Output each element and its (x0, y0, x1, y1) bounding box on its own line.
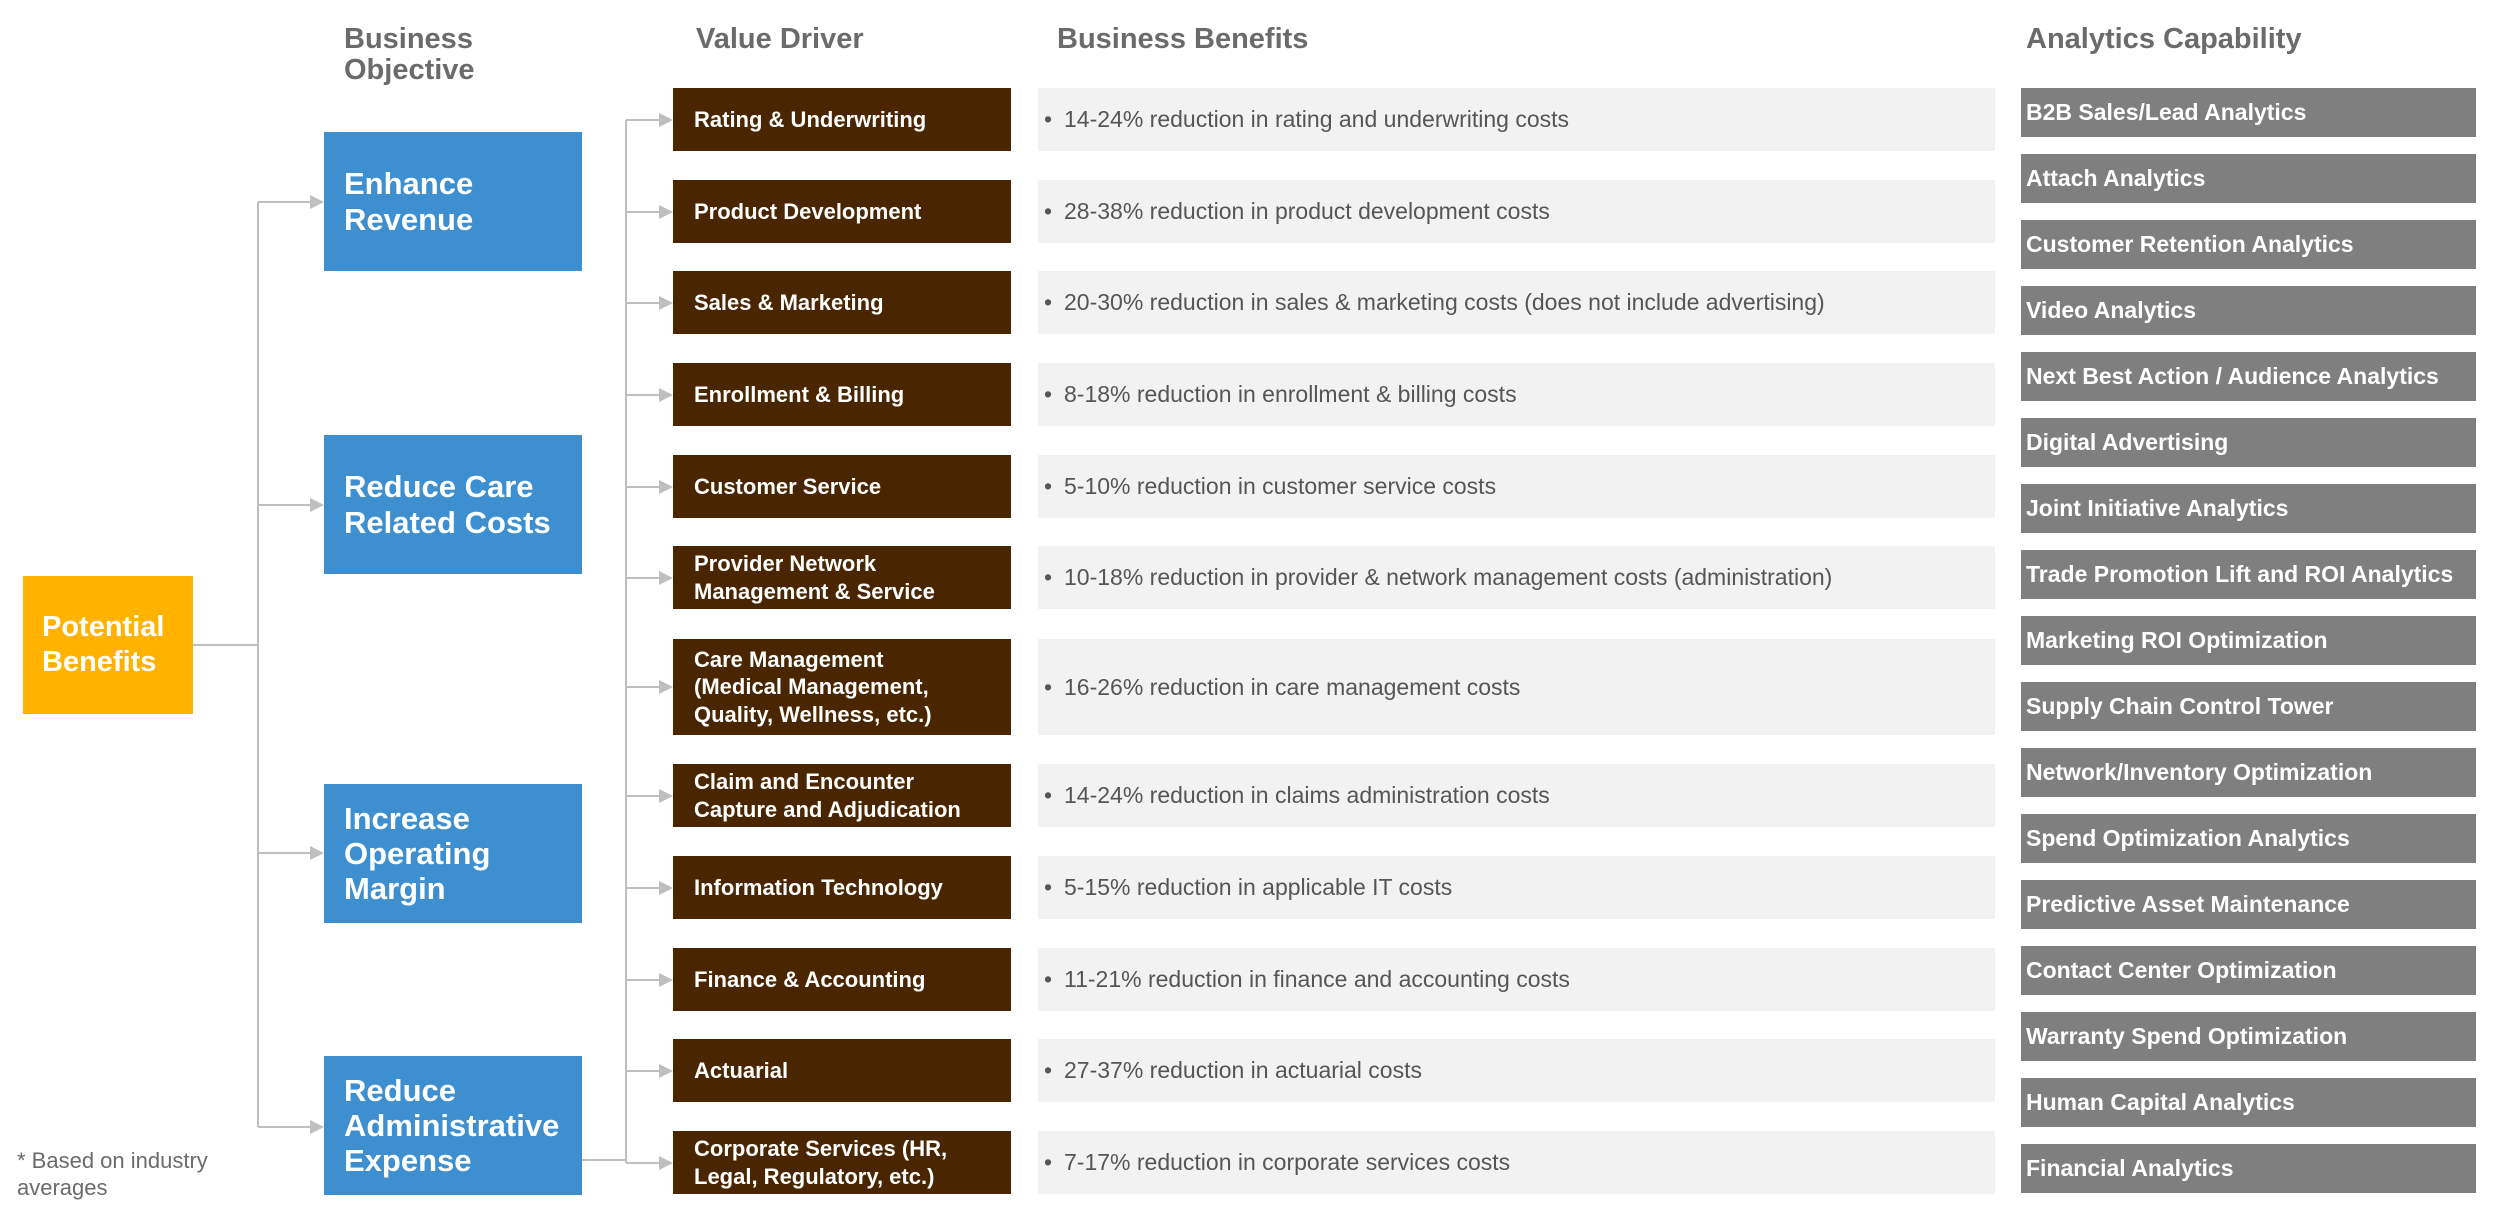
driver-provider-network (673, 546, 1011, 609)
driver-corporate-services (673, 1131, 1011, 1194)
benefit-row (1038, 948, 1995, 1011)
connector-arrow (310, 195, 324, 209)
connector-arrow (659, 680, 673, 694)
benefit-text: 20-30% reduction in sales & marketing costs (does not include advertising) (1064, 289, 1825, 315)
connector-arrow (659, 205, 673, 219)
capability-label: Contact Center Optimization (2026, 957, 2337, 983)
driver-label: Finance & Accounting (694, 966, 926, 992)
driver-enrollment-billing (673, 363, 1011, 426)
objective-reduce-care-costs (324, 435, 582, 574)
capability-label: Spend Optimization Analytics (2026, 825, 2350, 851)
connector-arrow (659, 789, 673, 803)
driver-label: Care Management (Medical Management, Quality, Wellness, etc.) (694, 646, 932, 727)
driver-care-management (673, 639, 1011, 735)
driver-label: Information Technology (694, 874, 943, 900)
objective-enhance-revenue (324, 132, 582, 271)
driver-product-development (673, 180, 1011, 243)
bullet: • (1044, 966, 1053, 992)
bullet: • (1044, 106, 1053, 132)
benefit-row (1038, 1039, 1995, 1102)
connector-arrow (659, 296, 673, 310)
objective-label: Increase Operating Margin (344, 800, 491, 906)
connector-arrow (659, 113, 673, 127)
connector-arrow (659, 480, 673, 494)
connector-arrow (310, 498, 324, 512)
capability-warranty-spend (2021, 1012, 2476, 1061)
bullet: • (1044, 564, 1053, 590)
capability-network-inventory (2021, 748, 2476, 797)
bullet: • (1044, 289, 1053, 315)
capability-label: B2B Sales/Lead Analytics (2026, 99, 2307, 125)
capability-label: Customer Retention Analytics (2026, 231, 2354, 257)
capability-label: Joint Initiative Analytics (2026, 495, 2289, 521)
benefit-text: 14-24% reduction in rating and underwriting costs (1064, 106, 1570, 132)
benefit-text: 11-21% reduction in finance and accounting costs (1064, 966, 1570, 992)
connector-arrow (310, 1120, 324, 1134)
capability-financial (2021, 1144, 2476, 1193)
bullet: • (1044, 874, 1053, 900)
benefit-row (1038, 455, 1995, 518)
connector-arrow (659, 388, 673, 402)
bullet: • (1044, 1057, 1053, 1083)
capability-label: Financial Analytics (2026, 1155, 2234, 1181)
bullet: • (1044, 673, 1053, 700)
benefit-text: 8-18% reduction in enrollment & billing costs (1064, 381, 1517, 407)
driver-finance-accounting (673, 948, 1011, 1011)
driver-label: Provider Network Management & Service (694, 551, 935, 604)
connector-arrow (659, 973, 673, 987)
benefit-text: 5-10% reduction in customer service costs (1064, 473, 1497, 499)
benefit-text: 5-15% reduction in applicable IT costs (1064, 874, 1453, 900)
objective-label: Reduce Care Related Costs (344, 469, 551, 540)
capability-label: Trade Promotion Lift and ROI Analytics (2026, 561, 2454, 587)
capability-label: Digital Advertising (2026, 429, 2229, 455)
benefit-row (1038, 764, 1995, 827)
bullet: • (1044, 473, 1053, 499)
driver-customer-service (673, 455, 1011, 518)
objective-reduce-admin-expense (324, 1056, 582, 1195)
driver-label: Actuarial (694, 1057, 789, 1083)
capability-label: Video Analytics (2026, 297, 2197, 323)
potential-benefits-label: Potential Benefits (42, 611, 165, 678)
capability-predictive-asset (2021, 880, 2476, 929)
driver-label: Rating & Underwriting (694, 106, 927, 132)
capability-label: Warranty Spend Optimization (2026, 1023, 2348, 1049)
capability-contact-center (2021, 946, 2476, 995)
benefit-row (1038, 546, 1995, 609)
connector-arrow (659, 1064, 673, 1078)
capability-label: Network/Inventory Optimization (2026, 759, 2373, 785)
header-analytics-capability: Analytics Capability (2026, 23, 2302, 55)
driver-actuarial (673, 1039, 1011, 1102)
potential-benefits-box (23, 576, 193, 714)
benefit-row (1038, 271, 1995, 334)
bullet: • (1044, 381, 1053, 407)
bullet: • (1044, 1149, 1053, 1175)
objective-label: Enhance Revenue (344, 166, 474, 237)
capability-next-best-action (2021, 352, 2476, 401)
benefit-row (1038, 1131, 1995, 1194)
benefit-text: 14-24% reduction in claims administration costs (1064, 782, 1550, 808)
driver-rating-underwriting (673, 88, 1011, 151)
bullet: • (1044, 782, 1053, 808)
header-business-benefits: Business Benefits (1057, 23, 1309, 55)
benefit-text: 27-37% reduction in actuarial costs (1064, 1057, 1422, 1083)
header-business-objective: Business Objective (344, 23, 475, 87)
benefit-row (1038, 856, 1995, 919)
benefit-text: 7-17% reduction in corporate services costs (1064, 1149, 1511, 1175)
capability-trade-promotion (2021, 550, 2476, 599)
capability-video (2021, 286, 2476, 335)
benefit-text: 16-26% reduction in care management costs (1064, 673, 1521, 700)
driver-sales-marketing (673, 271, 1011, 334)
connector-arrow (659, 1156, 673, 1170)
capability-spend-optimization (2021, 814, 2476, 863)
capability-digital-advertising (2021, 418, 2476, 467)
driver-label: Claim and Encounter Capture and Adjudication (694, 769, 961, 822)
capability-label: Marketing ROI Optimization (2026, 627, 2328, 653)
capability-label: Predictive Asset Maintenance (2026, 891, 2350, 917)
connector-arrow (659, 571, 673, 585)
connector-arrow (659, 881, 673, 895)
driver-label: Product Development (694, 198, 922, 224)
capability-b2b-sales (2021, 88, 2476, 137)
header-value-driver: Value Driver (696, 23, 864, 55)
capability-label: Human Capital Analytics (2026, 1089, 2295, 1115)
connector-arrow (310, 846, 324, 860)
capability-label: Next Best Action / Audience Analytics (2026, 363, 2439, 389)
benefit-row (1038, 639, 1995, 735)
capability-label: Attach Analytics (2026, 165, 2206, 191)
capability-human-capital (2021, 1078, 2476, 1127)
driver-label: Sales & Marketing (694, 289, 884, 315)
capability-supply-chain (2021, 682, 2476, 731)
benefit-text: 10-18% reduction in provider & network management costs (administration) (1064, 564, 1833, 590)
driver-label: Customer Service (694, 473, 882, 499)
footnote: * Based on industry averages (17, 1148, 208, 1200)
driver-information-technology (673, 856, 1011, 919)
benefit-text: 28-38% reduction in product development costs (1064, 198, 1550, 224)
driver-label: Enrollment & Billing (694, 381, 905, 407)
capability-joint-initiative (2021, 484, 2476, 533)
capability-label: Supply Chain Control Tower (2026, 693, 2334, 719)
benefit-row (1038, 88, 1995, 151)
objective-increase-operating-margin (324, 784, 582, 923)
driver-claim-encounter (673, 764, 1011, 827)
objective-label: Reduce Administrative Expense (344, 1072, 560, 1178)
capability-marketing-roi (2021, 616, 2476, 665)
bullet: • (1044, 198, 1053, 224)
benefit-row (1038, 363, 1995, 426)
driver-label: Corporate Services (HR, Legal, Regulatory, etc.) (694, 1136, 948, 1189)
benefit-row (1038, 180, 1995, 243)
capability-customer-retention (2021, 220, 2476, 269)
capability-attach (2021, 154, 2476, 203)
